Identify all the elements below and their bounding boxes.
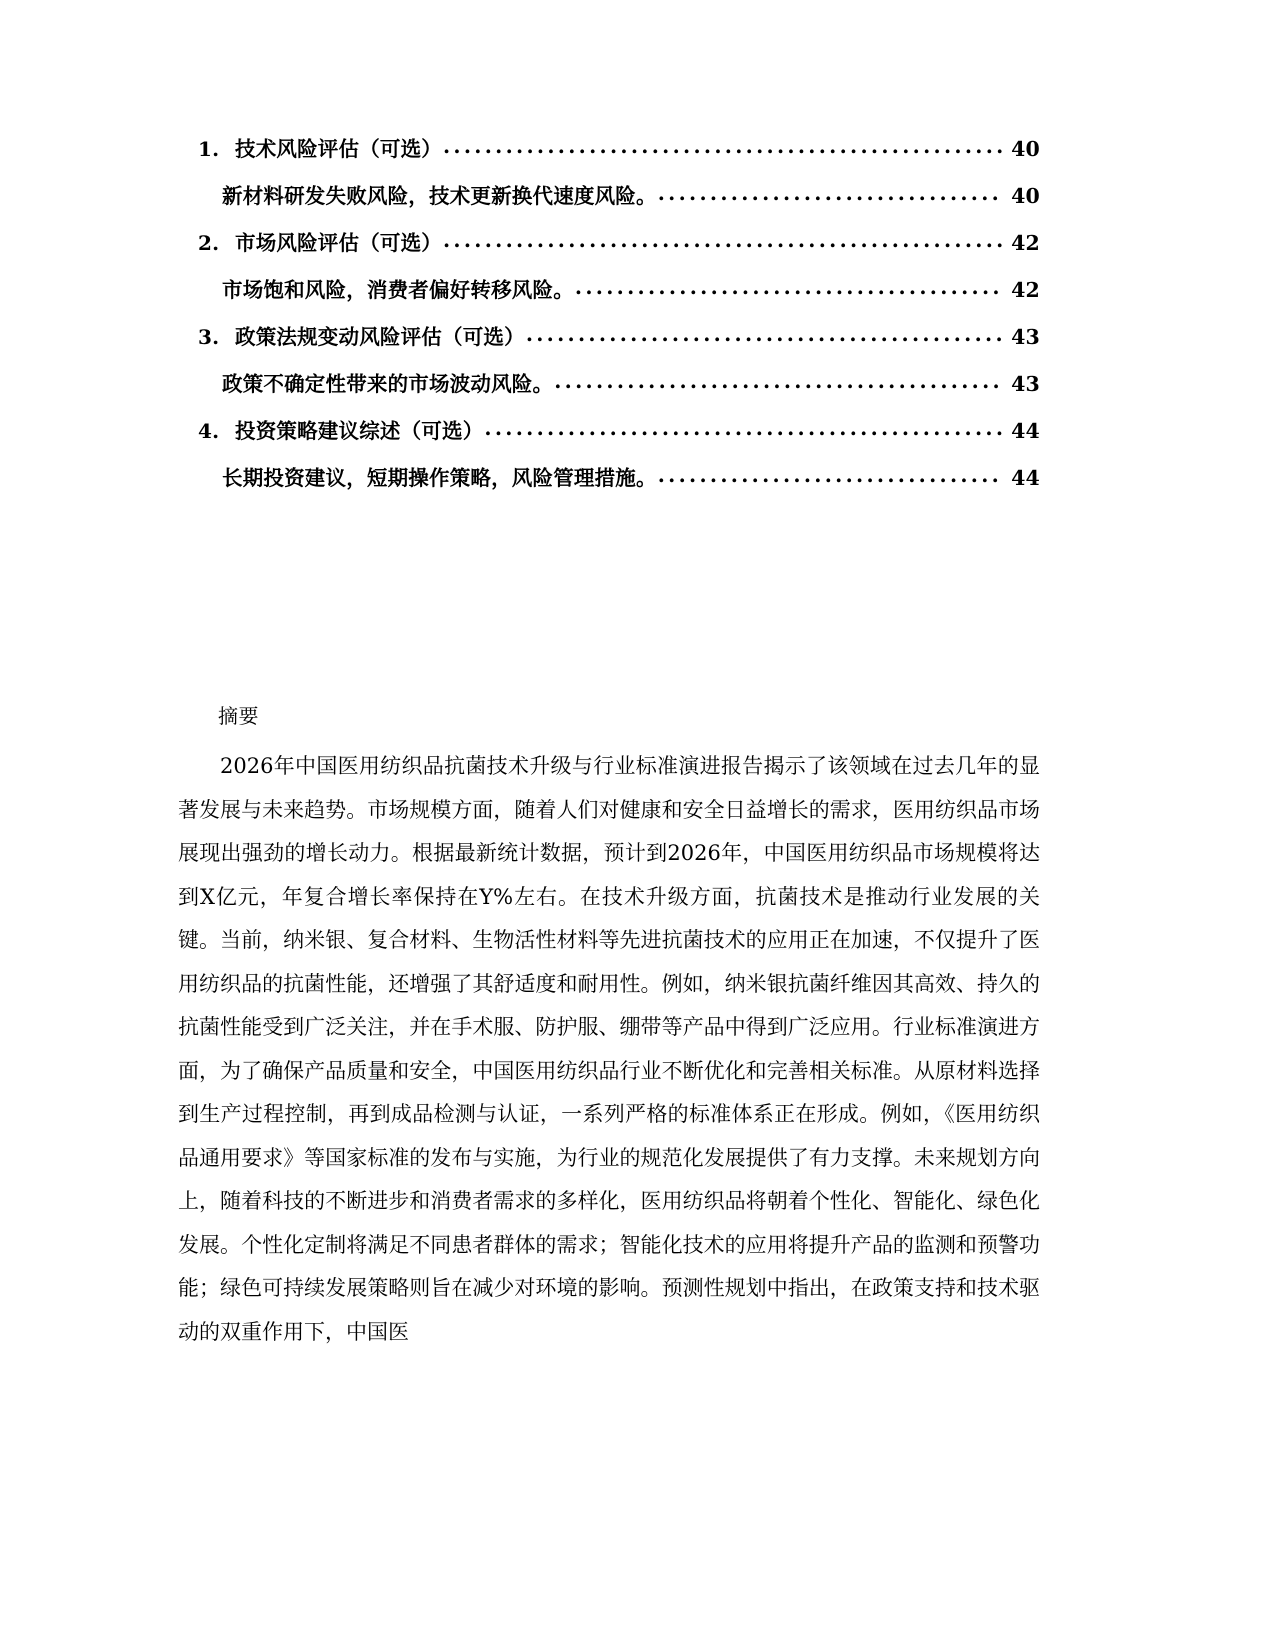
toc-dot-leader [484,418,1002,439]
toc-entry-label: 新材料研发失败风险，技术更新换代速度风险。 [222,184,657,208]
toc-entry[interactable] [198,132,1040,179]
abstract-heading: 摘要 [218,704,259,728]
toc-dot-leader [575,277,1002,298]
toc-entry-number: 4. [198,419,220,443]
toc-dot-leader [658,183,1002,204]
abstract-paragraph: 2026年中国医用纺织品抗菌技术升级与行业标准演进报告揭示了该领域在过去几年的显著发展与未来趋势。市场规模方面，随着人们对健康和安全日益增长的需求，医用纺织品市场展现出强劲的增长动力。根据最新统计数据，预计到2026年，中国医用纺织品市场规模将达到X亿元，年复合增长率保持在Y%左右。在技术升级方面，抗菌技术是推动行业发展的关键。当前，纳米银、复合材料、生物活性材料等先进抗菌技术的应用正在加速，不仅提升了医用纺织品的抗菌性能，还增强了其舒适度和耐用性。例如，纳米银抗菌纤维因其高效、持久的抗菌性能受到广泛关注，并在手术服、防护服、绷带等产品中得到广泛应用。行业标准演进方面，为了确保产品质量和安全，中国医用纺织品行业不断优化和完善相关标准。从原材料选择到生产过程控制，再到成品检测与认证，一系列严格的标准体系正在形成。例如，《医用纺织品通用要求》等国家标准的发布与实施，为行业的规范化发展提供了有力支撑。未来规划方向上，随着科技的不断进步和消费者需求的多样化，医用纺织品将朝着个性化、智能化、绿色化发展。个性化定制将满足不同患者群体的需求；智能化技术的应用将提升产品的监测和预警功能；绿色可持续发展策略则旨在减少对环境的影响。预测性规划中指出，在政策支持和技术驱动的双重作用下，中国医 [178,754,1040,1344]
toc-page-number: 44 [1011,466,1040,490]
toc-entry-number: 2. [198,231,220,255]
toc-entry[interactable] [198,273,1040,320]
toc-entry-number: 3. [198,325,220,349]
toc-page-number: 43 [1011,325,1040,349]
abstract-body [178,745,1040,1354]
toc-page-number: 42 [1011,231,1040,255]
toc-entry-label: 政策不确定性带来的市场波动风险。 [222,372,554,396]
toc-entry-label: 市场饱和风险，消费者偏好转移风险。 [222,278,574,302]
toc-entry[interactable] [198,461,1040,508]
toc-dot-leader [658,465,1002,486]
toc-entry[interactable] [198,179,1040,226]
toc-page-number: 40 [1011,184,1040,208]
toc-page-number: 40 [1011,137,1040,161]
toc-dot-leader [554,371,1002,392]
toc-entry-number: 1. [198,137,220,161]
toc-page-number: 43 [1011,372,1040,396]
toc-entry[interactable] [198,414,1040,461]
toc-entry-label: 技术风险评估（可选） [235,137,442,161]
toc-entry[interactable] [198,320,1040,367]
toc-entry[interactable] [198,367,1040,414]
toc-page-number: 42 [1011,278,1040,302]
toc-entry-label: 政策法规变动风险评估（可选） [235,325,525,349]
toc-dot-leader [443,230,1002,251]
toc-page-number: 44 [1011,419,1040,443]
toc-entry-label: 投资策略建议综述（可选） [235,419,484,443]
toc-entry-label: 长期投资建议，短期操作策略，风险管理措施。 [222,466,657,490]
toc-dot-leader [526,324,1002,345]
toc-entry[interactable] [198,226,1040,273]
toc-entry-label: 市场风险评估（可选） [235,231,442,255]
table-of-contents [198,132,1040,508]
toc-dot-leader [443,136,1002,157]
